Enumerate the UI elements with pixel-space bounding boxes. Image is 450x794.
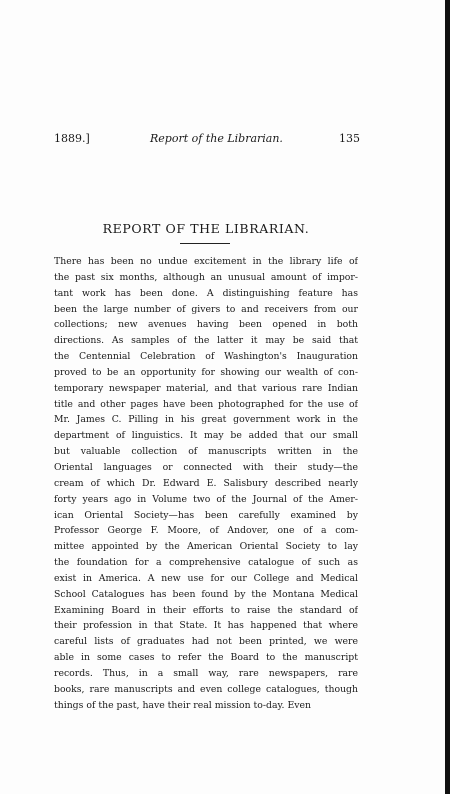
text-line: forty years ago in Volume two of the Journal of the Amer-: [54, 493, 358, 505]
text-line: but valuable collection of manuscripts written in the: [54, 446, 358, 458]
text-line: ican Oriental Society—has been carefully examined by: [54, 509, 358, 521]
page-number: 135: [339, 132, 360, 145]
text-line: title and other pages have been photographed for the use of: [54, 398, 358, 410]
text-line: things of the past, have their real mission to-day. Even: [54, 699, 311, 711]
text-line: directions. As samples of the latter it may be said that: [54, 335, 358, 347]
text-line: collections; new avenues having been opened in both: [54, 319, 358, 331]
running-header: [54, 132, 360, 150]
text-line: Examining Board in their efforts to raise the standard of: [54, 604, 358, 616]
text-line: the Centennial Celebration of Washington's Inauguration: [54, 351, 358, 363]
header-year: 1889.]: [54, 132, 90, 145]
text-line: records. Thus, in a small way, rare newspapers, rare: [54, 667, 358, 679]
text-line: There has been no undue excitement in the library life of: [54, 256, 358, 267]
text-line: proved to be an opportunity for showing our wealth of con-: [54, 366, 358, 378]
text-line: Oriental languages or connected with their study—the: [54, 461, 358, 473]
page-edge: [445, 0, 450, 794]
text-line: department of linguistics. It may be added that our small: [54, 430, 358, 442]
body-text: [54, 254, 358, 713]
text-line: temporary newspaper material, and that various rare Indian: [54, 382, 358, 394]
text-line: Mr. James C. Pilling in his great government work in the: [54, 414, 358, 426]
text-line: been the large number of givers to and receivers from our: [54, 303, 358, 315]
text-line: mittee appointed by the American Oriental Society to lay: [54, 541, 358, 553]
text-line: books, rare manuscripts and even college catalogues, though: [54, 683, 358, 695]
text-line: able in some cases to refer the Board to the manuscript: [54, 652, 358, 664]
text-line: tant work has been done. A distinguishing feature has: [54, 287, 358, 299]
running-title: Report of the Librarian.: [150, 132, 283, 145]
title-rule: [180, 243, 230, 244]
text-line: the past six months, although an unusual amount of impor-: [54, 271, 358, 283]
report-title: REPORT OF THE LIBRARIAN.: [102, 221, 310, 236]
text-line: their profession in that State. It has happened that where: [54, 620, 358, 632]
text-line: cream of which Dr. Edward E. Salisbury described nearly: [54, 477, 358, 489]
text-line: exist in America. A new use for our College and Medical: [54, 572, 358, 584]
text-line: School Catalogues has been found by the Montana Medical: [54, 588, 358, 600]
text-line: Professor George F. Moore, of Andover, one of a com-: [54, 525, 358, 537]
text-line: the foundation for a comprehensive catalogue of such as: [54, 557, 358, 569]
text-line: careful lists of graduates had not been printed, we were: [54, 636, 358, 648]
